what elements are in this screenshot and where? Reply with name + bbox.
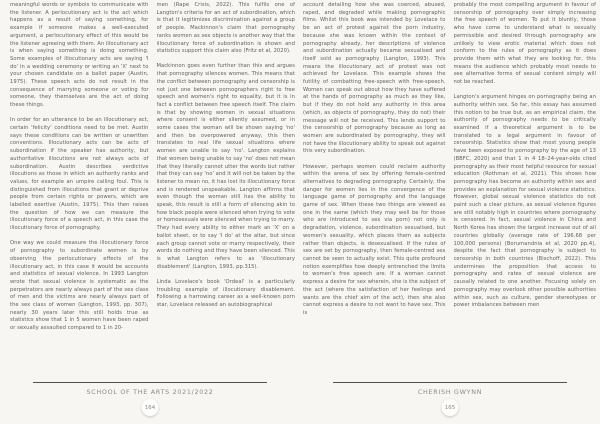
paragraph: meaningful words or symbols to communicate with the listener. A perlocutionary act is the act which happens as a result of saying something, for example if someone makes a well-executed argument, a perlocutionary effect of this would be the listener agreeing with them. An illocutionary act is when saying something is doing something. Some examples of illocutionary acts are saying 'I do' in a wedding ceremony or writing an 'X' next to your chosen candidate on a ballot paper (Austin, 1975). These speech acts do not result in the consequence of marrying someone or voting for someone, they themselves are the act of doing these things. [10,2,149,109]
paragraph: account detailing how she was coerced, abused, raped, and degraded while making pornographic films. Whilst this book was intended by Lovelace to be an act of protest against the porn industry, because she was known within the context of pornography already, her descriptions of violence and subordination actually became sexualised and itself sold as pornography (Langton, 1993). This means the illocutionary act of protest was not achieved for Lovelace. This example shows the futility of combatting free-speech with free-speech. Women can speak out about how they have suffered at the hands of pornography as much as they like, but if they do not hold any authority in this area (which, as objects of pornography, they do not) their message will not be received. This lends support to the censorship of pornography because as long as women are subordinated by pornography, they will not have the illocutionary ability to speak out against this very subordination. [303,2,446,155]
page-number-badge [142,399,159,416]
page-right-body [303,2,596,376]
text-column-2 [157,2,296,376]
paragraph: Langton's argument hinges on pornography being an authority within sex. So far, this essay has assumed this notion to be true but, as an empirical claim, the authority of pornography needs to be critically examined if a theoretical argument is to be translated to a legal argument in favour of censorship. Statistics show that most young people have been exposed to pornography by the age of 13 (BBFC, 2020) and that 1 in 4 18–24-year-olds cited pornography as their most helpful resource for sexual education (Rothman et al, 2021). This shows how pornography has become an authority within sex and provides an explanation for sexual violence statistics. However, global sexual violence statistics do not paint such a clear picture, as sexual violence figures are still notably high in countries where pornography is censored. In fact, sexual violence in China and North Korea has shown the largest increase out of all countries globally (average rate of 196.68 per 100,000 persons) (Borumandnia et al, 2020 pp.4), despite the fact that pornography is subject to censorship in both countries (Bischoff, 2022). This undermines the proposition that access to pornography and rates of sexual violence are causally related to one another. Focusing solely on pornography may overlook other possible authorities within sex, such as culture, gender stereotypes or power imbalances between men [453,94,596,309]
page-left-body [10,2,295,376]
text-column-1 [10,2,149,376]
footer-divider [333,382,567,383]
footer-publication-label: SCHOOL OF THE ARTS 2021/2022 [86,388,214,396]
paragraph: In order for an utterance to be an illocutionary act, certain 'felicity' conditions need to be met. Austin says these conditions can be written or unwritten conventions. Illocutionary acts can be acts of subordination if the speaker has authority, but authoritative illocutions are not always acts of subordination. Austin describes verdictive illocutions as those in which an authority ranks and values, for example an umpire calling foul. This is distinguished from illocutions that grant or deprive people from certain rights or powers, which are labelled exertive (Austin, 1975). This then raises the question of how we can measure the illocutionary force of a speech act, in this case the illocutionary force of pornography. [10,117,149,232]
paragraph: However, perhaps women could reclaim authority within the arena of sex by offering female-centred alternatives to degrading pornography. Certainly, the danger for women lies in the convergence of the language game of pornography and the language game of sex. When these two things are viewed as one in the same (which they may well be for those who are introduced to sex via porn) not only is degradation, violence, subordination sexualised, but women's sexuality, which places them as subjects rather than objects, is desexualised. If the rules of sex are set by pornography, then female-centred sex cannot be seen to actually exist. This quite profound notion exemplifies how deeply entrenched the limits to women's free speech are. If a woman cannot express a desire for sex wherein, she is the subject of the act (where the satisfaction of her feelings and wants are the chief aim of the act), then she also cannot express a desire to not want to have sex. This is [303,163,446,316]
paragraph: Linda Lovelace's book 'Ordeal' is a particularly troubling example of illocutionary disablement. Following a harrowing career as a well-known porn star, Lovelace released an autobiographical [156,278,295,309]
footer-author-label: CHERISH GWYNN [417,388,483,396]
page-number-badge [442,399,459,416]
page-number: 164 [144,404,156,411]
paragraph: men (Rape Crisis, 2022). This fulfils one of Langton's criteria for an act of subordination, which is that it legitimizes discrimination against a group of people. Mackinnon's claim that pornography ranks women as sex objects is another way that the illocutionary force of subordination is shown and statistics support this claim also (Fritz et al, 2020). [156,2,295,55]
paragraph: Mackinnon goes even further than this and argues that pornography silences women. This means that the conflict between pornography and censorship is not just one between pornographers right to free speech and women's right to equality, but it is in fact a conflict between free speech itself. The claim is that by showing women in sexual situations where consent is either silently assumed, or in some cases the woman will be shown saying 'no' and then be overpowered anyway, this then translates to real life sexual situations where women are unable to say 'no'. Langton explains that women being unable to say 'no' does not mean that they literally cannot utter the words but rather that they can say 'no' and it will not be taken by the listener to mean no, it has lost its illocutionary force and is rendered unspeakable. Langton affirms that even though the woman still has the ability to speak, this result is still a form of silencing akin to how black people were silenced when trying to vote or homosexuals were silenced when trying to marry. They had every ability to either mark an 'X' on a ballot sheet, or to say 'I do' at the altar, but since each group cannot vote or marry respectively, their words do nothing and they have been silenced. This is what Langton refers to as 'illocutionary disablement' (Langton, 1993, pp.315). [156,63,295,270]
text-column-3 [303,2,446,376]
text-column-4 [454,2,597,376]
footer-divider [33,382,267,383]
paragraph: probably the most compelling argument in favour of censorship of pornography over simply increasing the free speech of women. To put it bluntly, those who have come to understand what is sexually permissible and desired through pornography are unlikely to view erotic material which does not conform to the rules of pornography as it does provide them with what they are looking for, this means the audience which probably most needs to see alternative forms of sexual content simply will not be reached. [453,2,596,86]
page-number: 165 [444,404,456,411]
paragraph: One way we could measure the illocutionary force of pornography to subordinate women is by observing the perlocutionary effects of the illocutionary act, in this case it would be accounts and statistics of sexual violence. In 1993 Langton wrote that sexual violence is systematic as the perpetrators are nearly always part of the sex class of men and the victims are nearly always part of the sex class of women (Langton, 1993, pp. 307), nearly 30 years later this still holds true as statistics show that 1 in 5 women have been raped or sexually assaulted compared to 1 in 20- [10,240,149,332]
page-right [300,0,600,424]
